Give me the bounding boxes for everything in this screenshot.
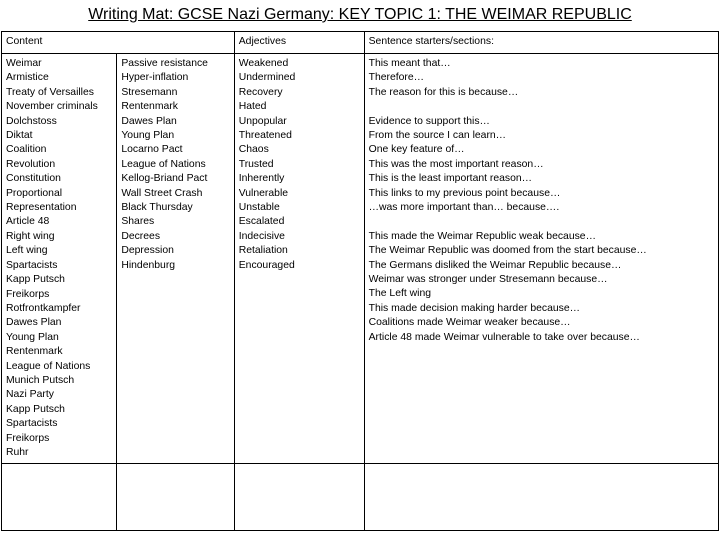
sentence-starter: This links to my previous point because… xyxy=(368,187,561,199)
adjective: Undermined xyxy=(238,72,296,84)
sentence-starter: Evidence to support this… xyxy=(368,115,490,127)
content-term: Dawes Plan xyxy=(6,317,62,329)
adjective: Unpopular xyxy=(238,115,287,127)
content-term: Representation xyxy=(6,202,77,214)
content-term: Coalition xyxy=(6,144,47,156)
content-term: Kellog-Briand Pact xyxy=(121,173,208,185)
adjective: Weakened xyxy=(238,58,289,69)
content-term: Spartacists xyxy=(6,259,58,271)
content-term: Diktat xyxy=(6,130,33,142)
adjectives-column xyxy=(234,54,364,464)
content-term: Ruhr xyxy=(6,446,29,458)
content-term: Dolchstoss xyxy=(6,115,57,127)
content-term: Munich Putsch xyxy=(6,374,75,386)
sentence-starter: This made the Weimar Republic weak because… xyxy=(368,230,596,242)
content-term: League of Nations xyxy=(121,158,206,170)
content-term: Black Thursday xyxy=(121,202,193,214)
content-term: Shares xyxy=(121,216,155,228)
content-term: Wall Street Crash xyxy=(121,187,203,199)
adjective: Retaliation xyxy=(238,245,288,257)
content-list-1 xyxy=(6,57,112,460)
adjective: Hated xyxy=(238,101,267,113)
sentence-starter: …was more important than… because…. xyxy=(368,202,560,214)
adjective: Chaos xyxy=(238,144,269,156)
adjectives-list xyxy=(239,57,360,273)
content-term: Spartacists xyxy=(6,418,58,430)
sentence-starter: The Left wing xyxy=(368,288,432,300)
empty-row xyxy=(2,464,719,531)
content-term: Proportional xyxy=(6,187,63,199)
content-term: Weimar xyxy=(6,58,42,69)
sentence-starters-column xyxy=(364,54,718,464)
sentence-starter: One key feature of… xyxy=(368,144,465,156)
header-row xyxy=(2,32,719,54)
group-spacer xyxy=(369,100,714,114)
content-term: Locarno Pact xyxy=(121,144,183,156)
adjective: Vulnerable xyxy=(238,187,289,199)
content-term: League of Nations xyxy=(6,360,91,372)
sentence-starter: This is the least important reason… xyxy=(368,173,533,185)
adjective: Encouraged xyxy=(238,259,295,271)
empty-cell xyxy=(234,464,364,531)
sentence-starters-header: Sentence starters/sections: xyxy=(364,32,718,54)
content-term: Hyper-inflation xyxy=(121,72,189,84)
empty-cell xyxy=(117,464,234,531)
group-spacer xyxy=(369,215,714,229)
content-term: Hindenburg xyxy=(121,259,176,271)
adjective: Trusted xyxy=(238,158,274,170)
content-term: Passive resistance xyxy=(121,58,208,69)
content-term: Depression xyxy=(121,245,174,257)
content-term: Rentenmark xyxy=(6,346,63,358)
sentence-starter: Therefore… xyxy=(368,72,425,84)
content-term: Left wing xyxy=(6,245,48,257)
sentence-starters-list xyxy=(369,57,714,345)
writing-mat-table xyxy=(1,31,719,531)
content-term: November criminals xyxy=(6,101,98,113)
body-row xyxy=(2,54,719,464)
adjective: Indecisive xyxy=(238,230,285,242)
content-term: Article 48 xyxy=(6,216,50,228)
sentence-starter: This made decision making harder because… xyxy=(368,302,581,314)
sentence-starter: The Germans disliked the Weimar Republic because… xyxy=(368,259,622,271)
sentence-starter: This meant that… xyxy=(368,58,451,69)
sentence-starter: Article 48 made Weimar vulnerable to take over because… xyxy=(368,331,640,343)
adjective: Inherently xyxy=(238,173,285,185)
content-list-2 xyxy=(121,57,229,273)
sentence-starter: This was the most important reason… xyxy=(368,158,544,170)
adjective: Threatened xyxy=(238,130,292,142)
empty-cell xyxy=(2,464,117,531)
content-term: Kapp Putsch xyxy=(6,274,65,286)
adjective: Unstable xyxy=(238,202,280,214)
content-column-1 xyxy=(2,54,117,464)
adjective: Escalated xyxy=(238,216,285,228)
content-term: Dawes Plan xyxy=(121,115,177,127)
content-term: Decrees xyxy=(121,230,161,242)
content-column-2 xyxy=(117,54,234,464)
content-term: Freikorps xyxy=(6,432,50,444)
content-term: Young Plan xyxy=(6,331,59,343)
sentence-starter: The reason for this is because… xyxy=(368,86,519,98)
page-title: Writing Mat: GCSE Nazi Germany: KEY TOPIC 1: THE WEIMAR REPUBLIC xyxy=(88,6,632,23)
content-term: Armistice xyxy=(6,72,49,84)
content-term: Freikorps xyxy=(6,288,50,300)
content-header: Content xyxy=(2,32,235,54)
adjectives-header: Adjectives xyxy=(234,32,364,54)
sentence-starter: From the source I can learn… xyxy=(368,130,507,142)
adjective: Recovery xyxy=(238,86,283,98)
content-term: Stresemann xyxy=(121,86,178,98)
content-term: Treaty of Versailles xyxy=(6,86,94,98)
sentence-starter: The Weimar Republic was doomed from the start because… xyxy=(368,245,647,257)
content-term: Right wing xyxy=(6,230,55,242)
empty-cell xyxy=(364,464,718,531)
sentence-starter: Weimar was stronger under Stresemann because… xyxy=(368,274,608,286)
content-term: Nazi Party xyxy=(6,389,54,401)
sentence-starter: Coalitions made Weimar weaker because… xyxy=(368,317,571,329)
content-term: Constitution xyxy=(6,173,61,185)
content-term: Kapp Putsch xyxy=(6,403,65,415)
content-term: Young Plan xyxy=(121,130,175,142)
content-term: Rotfrontkampfer xyxy=(6,302,81,314)
content-term: Revolution xyxy=(6,158,56,170)
content-term: Rentenmark xyxy=(121,101,178,113)
